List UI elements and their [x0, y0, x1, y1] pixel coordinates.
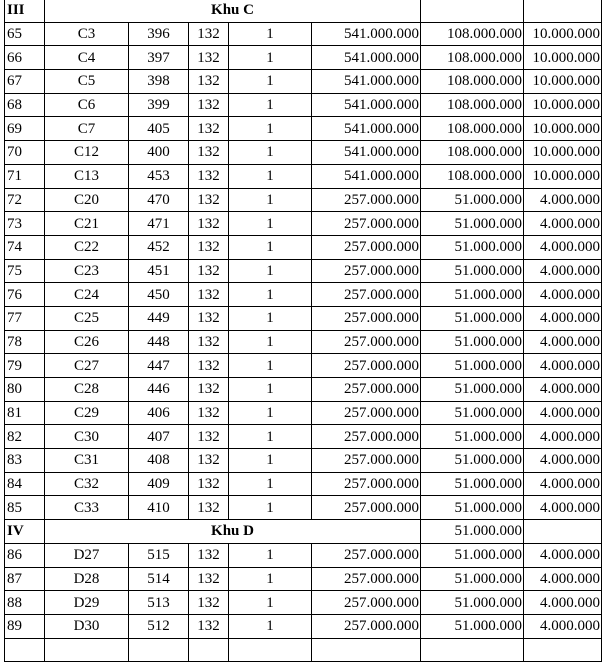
row-number: 85	[5, 496, 45, 520]
deposit-amount: 108.000.000	[421, 22, 524, 46]
table-row	[5, 496, 602, 520]
lot-area: 132	[189, 591, 229, 615]
lot-area: 132	[189, 425, 229, 449]
lot-code: C5	[45, 70, 129, 94]
table-row	[5, 614, 602, 638]
starting-price: 257.000.000	[312, 283, 421, 307]
fee-amount: 4.000.000	[524, 259, 602, 283]
row-number: 71	[5, 164, 45, 188]
table-row	[5, 306, 602, 330]
lot-area: 132	[189, 235, 229, 259]
row-number: 70	[5, 141, 45, 165]
lot-quantity: 1	[229, 591, 312, 615]
lot-quantity: 1	[229, 259, 312, 283]
lot-area: 132	[189, 22, 229, 46]
lot-quantity: 1	[229, 235, 312, 259]
lot-quantity: 1	[229, 141, 312, 165]
deposit-amount: 51.000.000	[421, 259, 524, 283]
fee-amount: 10.000.000	[524, 117, 602, 141]
starting-price: 257.000.000	[312, 306, 421, 330]
starting-price: 541.000.000	[312, 46, 421, 70]
lot-number: 446	[129, 378, 189, 402]
fee-amount: 10.000.000	[524, 22, 602, 46]
section-fee	[524, 520, 602, 544]
starting-price: 541.000.000	[312, 70, 421, 94]
fee-amount: 4.000.000	[524, 449, 602, 473]
section-row	[5, 0, 602, 22]
fee-amount: 4.000.000	[524, 330, 602, 354]
lot-quantity: 1	[229, 283, 312, 307]
lot-number: 407	[129, 425, 189, 449]
row-number: 74	[5, 235, 45, 259]
lot-area: 132	[189, 472, 229, 496]
starting-price: 257.000.000	[312, 401, 421, 425]
lot-quantity: 1	[229, 543, 312, 567]
lot-quantity: 1	[229, 496, 312, 520]
lot-number: 410	[129, 496, 189, 520]
lot-number: 398	[129, 70, 189, 94]
row-number: 76	[5, 283, 45, 307]
row-number: 80	[5, 378, 45, 402]
fee-amount: 10.000.000	[524, 70, 602, 94]
lot-area: 132	[189, 70, 229, 94]
lot-code: C13	[45, 164, 129, 188]
lot-area: 132	[189, 93, 229, 117]
lot-code: C28	[45, 378, 129, 402]
deposit-amount: 51.000.000	[421, 425, 524, 449]
deposit-amount: 51.000.000	[421, 378, 524, 402]
lot-code: C7	[45, 117, 129, 141]
lot-area: 132	[189, 330, 229, 354]
row-number: 81	[5, 401, 45, 425]
starting-price: 257.000.000	[312, 330, 421, 354]
starting-price: 257.000.000	[312, 235, 421, 259]
table-row	[5, 401, 602, 425]
deposit-amount: 51.000.000	[421, 306, 524, 330]
lot-quantity: 1	[229, 614, 312, 638]
table-row	[5, 543, 602, 567]
starting-price: 541.000.000	[312, 164, 421, 188]
lot-area: 132	[189, 117, 229, 141]
row-number: 68	[5, 93, 45, 117]
section-number: IV	[5, 520, 45, 544]
fee-amount: 4.000.000	[524, 496, 602, 520]
row-number: 88	[5, 591, 45, 615]
table-row	[5, 449, 602, 473]
table-row	[5, 46, 602, 70]
deposit-amount: 51.000.000	[421, 283, 524, 307]
lot-number: 514	[129, 567, 189, 591]
fee-amount: 4.000.000	[524, 235, 602, 259]
lot-quantity: 1	[229, 306, 312, 330]
row-number: 72	[5, 188, 45, 212]
row-number: 87	[5, 567, 45, 591]
lot-area: 132	[189, 46, 229, 70]
lot-area: 132	[189, 188, 229, 212]
table-row	[5, 164, 602, 188]
lot-number: 405	[129, 117, 189, 141]
lot-area: 132	[189, 259, 229, 283]
fee-amount: 4.000.000	[524, 212, 602, 236]
lot-code: D30	[45, 614, 129, 638]
starting-price: 257.000.000	[312, 212, 421, 236]
row-number: 86	[5, 543, 45, 567]
lot-code: C33	[45, 496, 129, 520]
starting-price: 257.000.000	[312, 259, 421, 283]
starting-price: 257.000.000	[312, 472, 421, 496]
table-row	[5, 378, 602, 402]
deposit-amount: 51.000.000	[421, 401, 524, 425]
lot-number: 399	[129, 93, 189, 117]
lot-number: 453	[129, 164, 189, 188]
lot-area: 132	[189, 543, 229, 567]
lot-quantity: 1	[229, 46, 312, 70]
fee-amount: 4.000.000	[524, 425, 602, 449]
lot-code: D27	[45, 543, 129, 567]
lot-area: 132	[189, 401, 229, 425]
lot-area: 132	[189, 354, 229, 378]
lot-number: 408	[129, 449, 189, 473]
table-row	[5, 330, 602, 354]
fee-amount: 4.000.000	[524, 614, 602, 638]
fee-amount: 4.000.000	[524, 188, 602, 212]
lot-quantity: 1	[229, 188, 312, 212]
fee-amount: 4.000.000	[524, 567, 602, 591]
lot-number: 450	[129, 283, 189, 307]
deposit-amount: 51.000.000	[421, 330, 524, 354]
table-row	[5, 117, 602, 141]
lot-quantity: 1	[229, 378, 312, 402]
lot-code: C25	[45, 306, 129, 330]
lot-code: C12	[45, 141, 129, 165]
lot-area: 132	[189, 141, 229, 165]
lot-code: D29	[45, 591, 129, 615]
lot-code: C22	[45, 235, 129, 259]
deposit-amount: 51.000.000	[421, 591, 524, 615]
deposit-amount: 51.000.000	[421, 354, 524, 378]
lot-code: C32	[45, 472, 129, 496]
lot-area: 132	[189, 378, 229, 402]
fee-amount: 4.000.000	[524, 283, 602, 307]
lot-number: 513	[129, 591, 189, 615]
deposit-amount: 51.000.000	[421, 567, 524, 591]
lot-quantity: 1	[229, 164, 312, 188]
section-fee	[524, 0, 602, 22]
lot-code: C31	[45, 449, 129, 473]
row-number: 83	[5, 449, 45, 473]
lot-quantity: 1	[229, 567, 312, 591]
row-number: 77	[5, 306, 45, 330]
fee-amount: 10.000.000	[524, 93, 602, 117]
lot-area: 132	[189, 449, 229, 473]
starting-price: 257.000.000	[312, 496, 421, 520]
row-number: 75	[5, 259, 45, 283]
row-number: 82	[5, 425, 45, 449]
deposit-amount: 51.000.000	[421, 449, 524, 473]
lot-number: 409	[129, 472, 189, 496]
deposit-amount: 51.000.000	[421, 472, 524, 496]
lot-code: C30	[45, 425, 129, 449]
lot-number: 448	[129, 330, 189, 354]
lot-quantity: 1	[229, 472, 312, 496]
fee-amount: 4.000.000	[524, 401, 602, 425]
starting-price: 257.000.000	[312, 567, 421, 591]
lot-quantity: 1	[229, 117, 312, 141]
lot-number: 396	[129, 22, 189, 46]
row-number: 79	[5, 354, 45, 378]
section-title: Khu D	[45, 520, 421, 544]
row-number: 78	[5, 330, 45, 354]
lot-quantity: 1	[229, 330, 312, 354]
lot-area: 132	[189, 496, 229, 520]
lot-code: C24	[45, 283, 129, 307]
lot-quantity: 1	[229, 425, 312, 449]
deposit-amount: 108.000.000	[421, 141, 524, 165]
deposit-amount: 108.000.000	[421, 93, 524, 117]
lot-code: C21	[45, 212, 129, 236]
starting-price: 257.000.000	[312, 449, 421, 473]
row-number: 89	[5, 614, 45, 638]
lot-number: 452	[129, 235, 189, 259]
fee-amount: 10.000.000	[524, 141, 602, 165]
section-title: Khu C	[45, 0, 421, 22]
fee-amount: 4.000.000	[524, 591, 602, 615]
lot-area: 132	[189, 212, 229, 236]
deposit-amount: 51.000.000	[421, 188, 524, 212]
lot-number: 397	[129, 46, 189, 70]
lot-quantity: 1	[229, 449, 312, 473]
starting-price: 257.000.000	[312, 425, 421, 449]
lot-area: 132	[189, 164, 229, 188]
row-number: 66	[5, 46, 45, 70]
lot-code: C4	[45, 46, 129, 70]
starting-price: 541.000.000	[312, 117, 421, 141]
deposit-amount: 108.000.000	[421, 70, 524, 94]
section-row	[5, 520, 602, 544]
deposit-amount: 108.000.000	[421, 46, 524, 70]
lot-code: C3	[45, 22, 129, 46]
starting-price: 541.000.000	[312, 22, 421, 46]
lot-area: 132	[189, 614, 229, 638]
starting-price: 541.000.000	[312, 141, 421, 165]
lot-code: C27	[45, 354, 129, 378]
fee-amount: 4.000.000	[524, 543, 602, 567]
table-row	[5, 22, 602, 46]
table-row	[5, 354, 602, 378]
table-row	[5, 591, 602, 615]
table-row	[5, 259, 602, 283]
table-row	[5, 235, 602, 259]
lot-number: 515	[129, 543, 189, 567]
lot-area: 132	[189, 567, 229, 591]
deposit-amount: 51.000.000	[421, 543, 524, 567]
row-number: 84	[5, 472, 45, 496]
table-row	[5, 93, 602, 117]
lot-code: C23	[45, 259, 129, 283]
lot-quantity: 1	[229, 354, 312, 378]
lot-code: C29	[45, 401, 129, 425]
table-row	[5, 141, 602, 165]
fee-amount: 10.000.000	[524, 46, 602, 70]
deposit-amount: 51.000.000	[421, 212, 524, 236]
row-number: 73	[5, 212, 45, 236]
fee-amount: 4.000.000	[524, 378, 602, 402]
fee-amount: 4.000.000	[524, 306, 602, 330]
lot-code: C6	[45, 93, 129, 117]
lot-area: 132	[189, 283, 229, 307]
row-number: 69	[5, 117, 45, 141]
lot-code: C26	[45, 330, 129, 354]
lot-number: 449	[129, 306, 189, 330]
row-number: 67	[5, 70, 45, 94]
table-body	[5, 0, 602, 662]
table-row	[5, 188, 602, 212]
lot-number: 512	[129, 614, 189, 638]
lot-area: 132	[189, 306, 229, 330]
deposit-amount: 51.000.000	[421, 235, 524, 259]
fee-amount: 4.000.000	[524, 472, 602, 496]
fee-amount: 4.000.000	[524, 354, 602, 378]
lot-quantity: 1	[229, 93, 312, 117]
lot-number: 406	[129, 401, 189, 425]
lot-code: C20	[45, 188, 129, 212]
lot-quantity: 1	[229, 401, 312, 425]
deposit-amount: 51.000.000	[421, 614, 524, 638]
starting-price: 541.000.000	[312, 93, 421, 117]
fee-amount: 10.000.000	[524, 164, 602, 188]
table-row	[5, 472, 602, 496]
lot-number: 447	[129, 354, 189, 378]
row-number: 65	[5, 22, 45, 46]
section-deposit	[421, 0, 524, 22]
starting-price: 257.000.000	[312, 614, 421, 638]
lot-quantity: 1	[229, 70, 312, 94]
section-number: III	[5, 0, 45, 22]
lot-quantity: 1	[229, 212, 312, 236]
table-row	[5, 283, 602, 307]
deposit-amount: 108.000.000	[421, 117, 524, 141]
starting-price: 257.000.000	[312, 543, 421, 567]
starting-price: 257.000.000	[312, 188, 421, 212]
lot-code: D28	[45, 567, 129, 591]
section-deposit: 51.000.000	[421, 520, 524, 544]
lot-number: 470	[129, 188, 189, 212]
table-row	[5, 212, 602, 236]
deposit-amount: 108.000.000	[421, 164, 524, 188]
deposit-amount: 51.000.000	[421, 496, 524, 520]
starting-price: 257.000.000	[312, 378, 421, 402]
starting-price: 257.000.000	[312, 591, 421, 615]
table-row	[5, 425, 602, 449]
lot-number: 471	[129, 212, 189, 236]
lot-number: 400	[129, 141, 189, 165]
land-lot-table	[4, 0, 602, 662]
lot-quantity: 1	[229, 22, 312, 46]
starting-price: 257.000.000	[312, 354, 421, 378]
table-row	[5, 70, 602, 94]
table-row	[5, 567, 602, 591]
lot-number: 451	[129, 259, 189, 283]
